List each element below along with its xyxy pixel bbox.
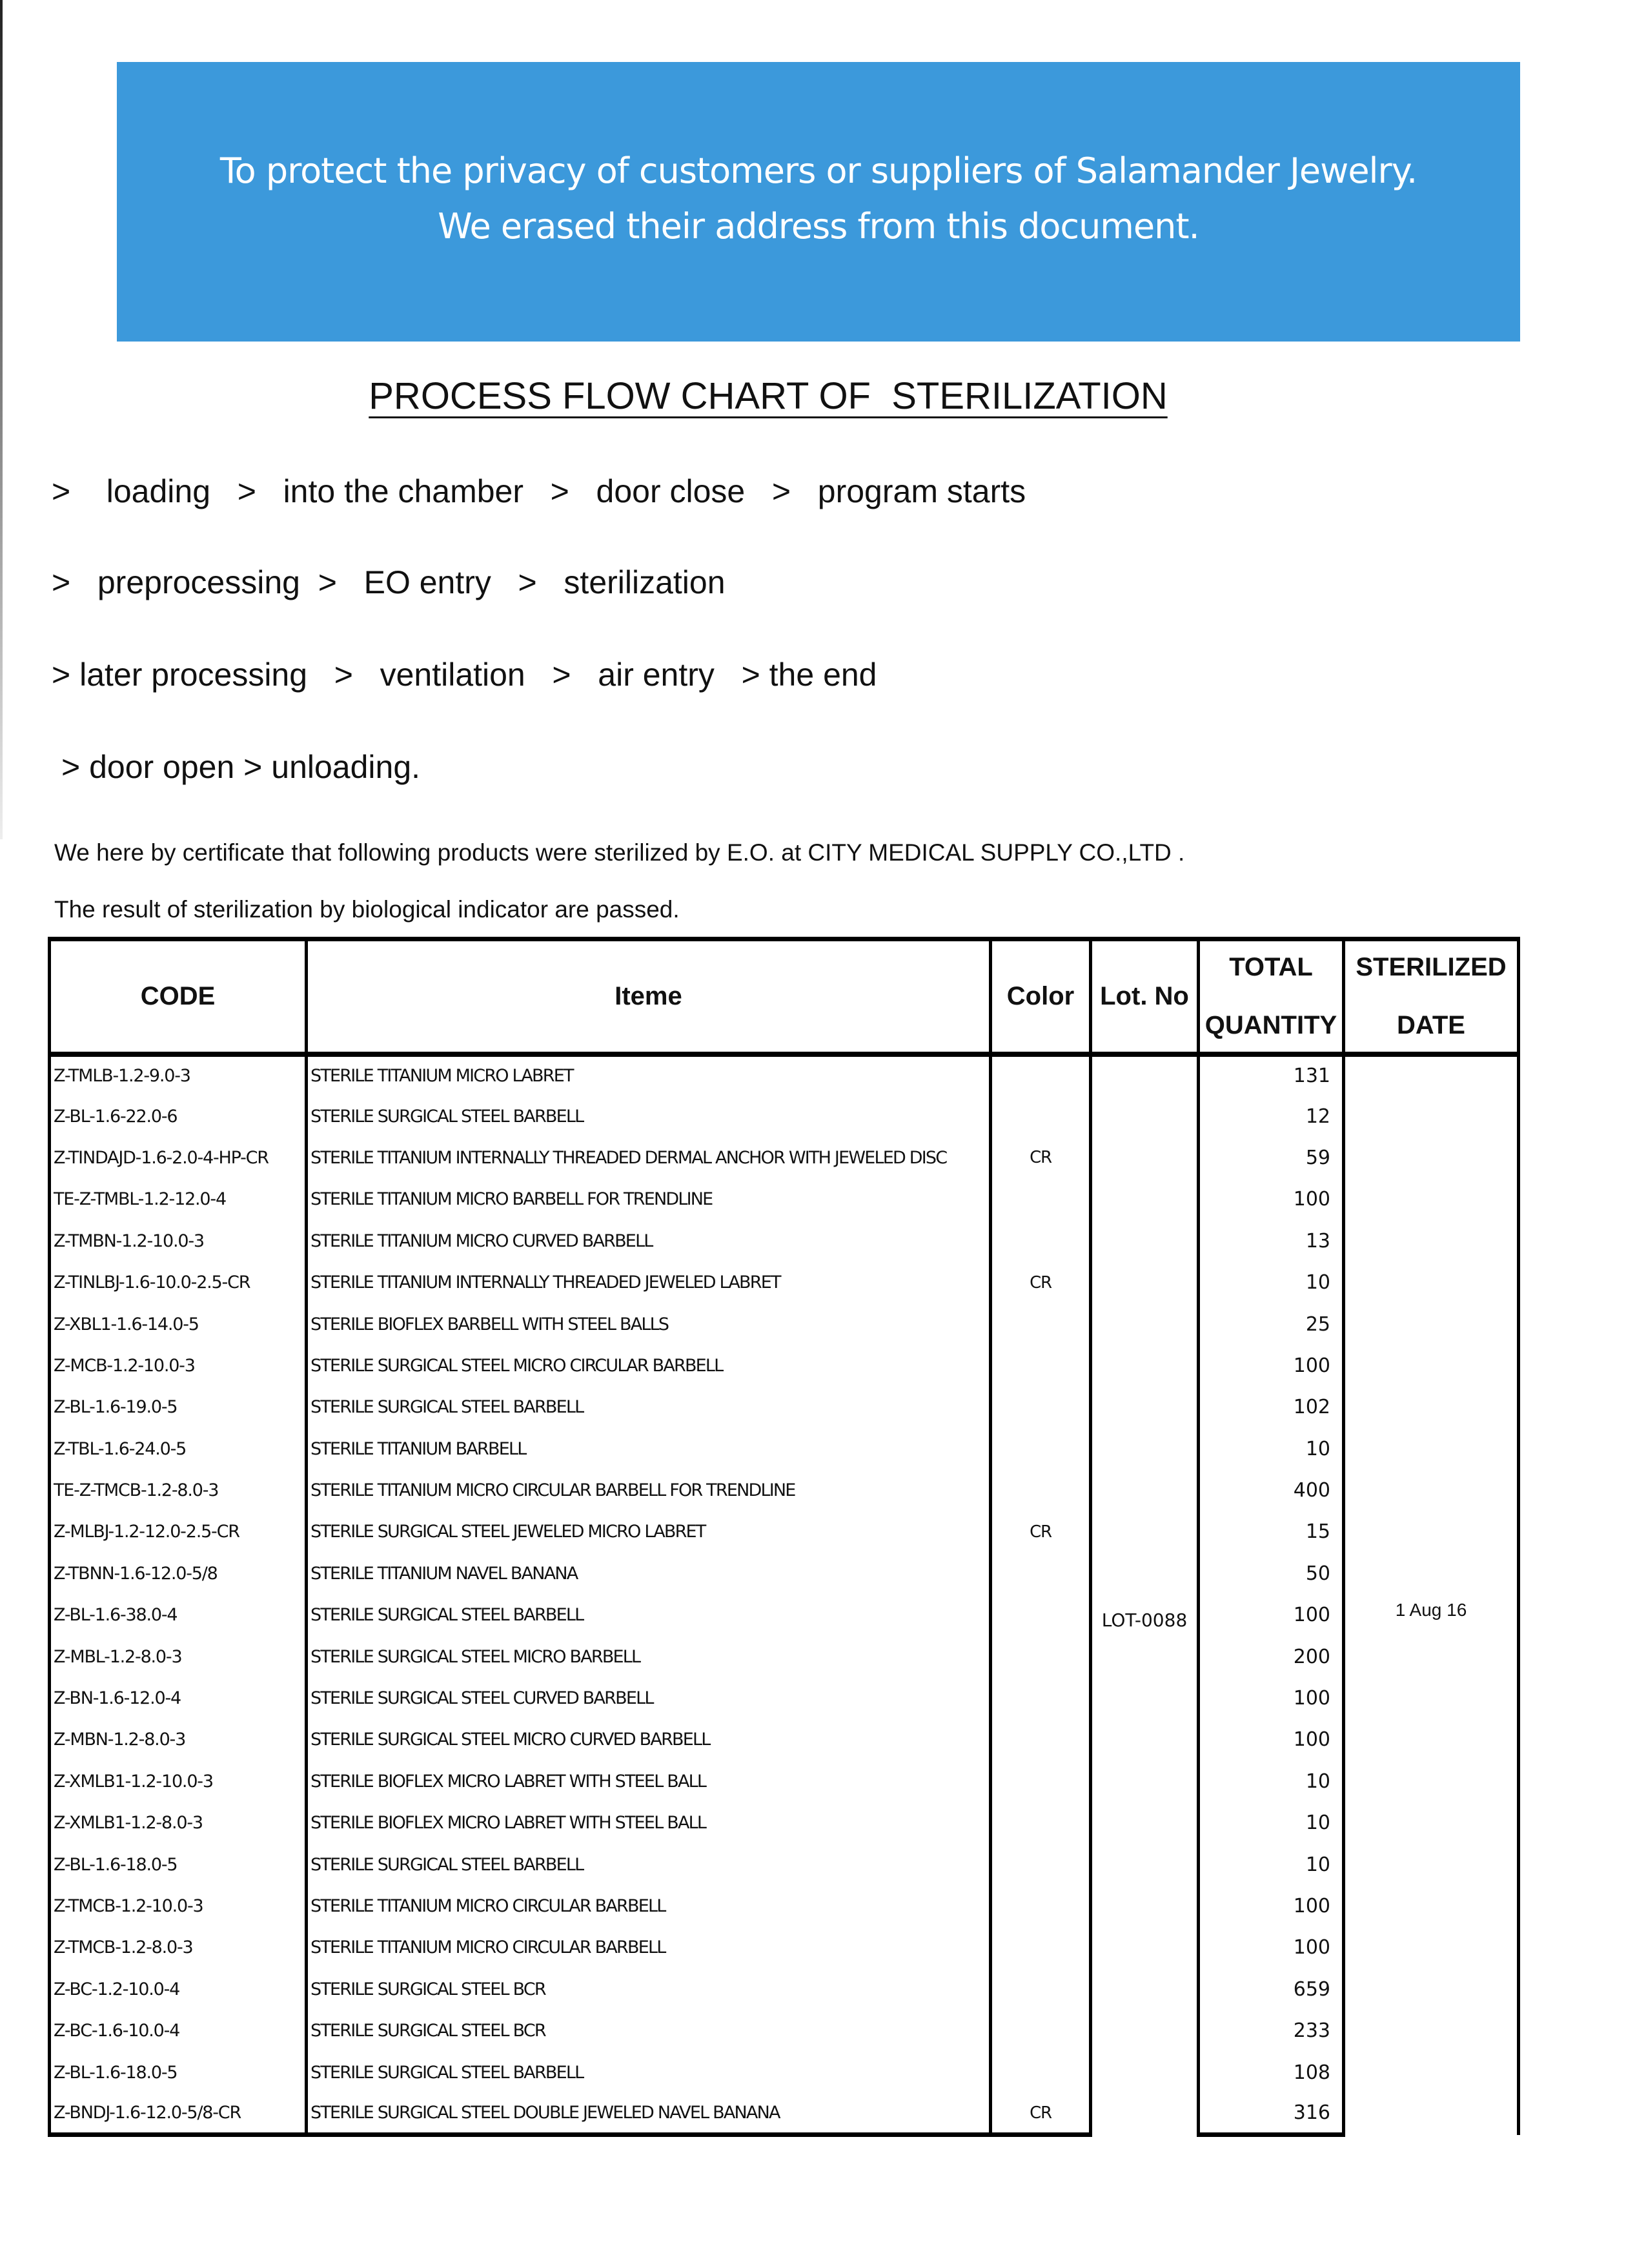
row-item: STERILE SURGICAL STEEL MICRO CURVED BARBELL bbox=[307, 1719, 991, 1761]
row-code: Z-BC-1.6-10.0-4 bbox=[50, 2010, 307, 2051]
row-color: CR bbox=[991, 2093, 1091, 2134]
result-statement: The result of sterilization by biological indicator are passed. bbox=[54, 896, 680, 923]
row-color bbox=[991, 1636, 1091, 1677]
header-total-label: TOTAL bbox=[1229, 953, 1313, 982]
row-code: Z-BL-1.6-18.0-5 bbox=[50, 2052, 307, 2093]
table-row bbox=[50, 1428, 1519, 1469]
row-code: Z-BNDJ-1.6-12.0-5/8-CR bbox=[50, 2093, 307, 2134]
row-item: STERILE BIOFLEX BARBELL WITH STEEL BALLS bbox=[307, 1303, 991, 1345]
sterilization-table bbox=[48, 937, 1520, 2137]
row-item: STERILE TITANIUM MICRO CURVED BARBELL bbox=[307, 1220, 991, 1262]
row-color bbox=[991, 1096, 1091, 1137]
row-item: STERILE SURGICAL STEEL BCR bbox=[307, 1968, 991, 2010]
sterilized-date: 1 Aug 16 bbox=[1344, 1054, 1519, 2135]
scan-edge-line bbox=[0, 0, 3, 839]
table-row bbox=[50, 1469, 1519, 1511]
row-color bbox=[991, 1387, 1091, 1428]
table-row bbox=[50, 1220, 1519, 1262]
row-quantity: 100 bbox=[1199, 1927, 1344, 1968]
flow-line-1: > loading > into the chamber > door close > program starts bbox=[52, 473, 1026, 509]
row-quantity: 15 bbox=[1199, 1511, 1344, 1553]
row-quantity: 102 bbox=[1199, 1387, 1344, 1428]
row-quantity: 50 bbox=[1199, 1553, 1344, 1594]
row-color bbox=[991, 2052, 1091, 2093]
header-date-label: DATE bbox=[1397, 1011, 1465, 1040]
table-row bbox=[50, 2010, 1519, 2051]
header-item: Iteme bbox=[307, 939, 991, 1054]
lot-number: LOT-0088 bbox=[1091, 1054, 1199, 2135]
table-row bbox=[50, 1262, 1519, 1303]
table-row bbox=[50, 1553, 1519, 1594]
row-item: STERILE SURGICAL STEEL MICRO CIRCULAR BARBELL bbox=[307, 1345, 991, 1386]
flow-line-4: > door open > unloading. bbox=[61, 749, 421, 785]
header-code: CODE bbox=[50, 939, 307, 1054]
row-code: Z-TMCB-1.2-8.0-3 bbox=[50, 1927, 307, 1968]
row-item: STERILE SURGICAL STEEL BARBELL bbox=[307, 2052, 991, 2093]
table-row bbox=[50, 1761, 1519, 1802]
row-item: STERILE BIOFLEX MICRO LABRET WITH STEEL BALL bbox=[307, 1803, 991, 1844]
row-item: STERILE SURGICAL STEEL BARBELL bbox=[307, 1844, 991, 1885]
row-code: Z-BL-1.6-18.0-5 bbox=[50, 1844, 307, 1885]
row-quantity: 10 bbox=[1199, 1262, 1344, 1303]
row-code: Z-TMBN-1.2-10.0-3 bbox=[50, 1220, 307, 1262]
row-item: STERILE SURGICAL STEEL MICRO BARBELL bbox=[307, 1636, 991, 1677]
header-lot-no: Lot. No bbox=[1091, 939, 1199, 1054]
table-row bbox=[50, 1927, 1519, 1968]
table-row bbox=[50, 1387, 1519, 1428]
row-quantity: 659 bbox=[1199, 1968, 1344, 2010]
row-code: TE-Z-TMBL-1.2-12.0-4 bbox=[50, 1179, 307, 1220]
row-code: Z-TBNN-1.6-12.0-5/8 bbox=[50, 1553, 307, 1594]
row-item: STERILE TITANIUM NAVEL BANANA bbox=[307, 1553, 991, 1594]
row-code: Z-BC-1.2-10.0-4 bbox=[50, 1968, 307, 2010]
row-color bbox=[991, 1719, 1091, 1761]
row-code: TE-Z-TMCB-1.2-8.0-3 bbox=[50, 1469, 307, 1511]
row-item: STERILE TITANIUM INTERNALLY THREADED JEWELED LABRET bbox=[307, 1262, 991, 1303]
row-code: Z-BL-1.6-22.0-6 bbox=[50, 1096, 307, 1137]
row-color bbox=[991, 1220, 1091, 1262]
row-code: Z-MCB-1.2-10.0-3 bbox=[50, 1345, 307, 1386]
row-quantity: 100 bbox=[1199, 1595, 1344, 1636]
row-quantity: 100 bbox=[1199, 1719, 1344, 1761]
table-row bbox=[50, 2052, 1519, 2093]
row-color: CR bbox=[991, 1511, 1091, 1553]
row-code: Z-BL-1.6-38.0-4 bbox=[50, 1595, 307, 1636]
privacy-banner bbox=[117, 62, 1520, 342]
certification-statement: We here by certificate that following products were sterilized by E.O. at CITY MEDICAL SUPPLY CO.,LTD . bbox=[54, 839, 1185, 866]
row-code: Z-TMLB-1.2-9.0-3 bbox=[50, 1054, 307, 1096]
row-quantity: 10 bbox=[1199, 1844, 1344, 1885]
table-row bbox=[50, 1636, 1519, 1677]
flow-line-2: > preprocessing > EO entry > sterilization bbox=[52, 564, 726, 600]
table-body bbox=[50, 1054, 1519, 2135]
header-sterilized-label: STERILIZED bbox=[1356, 953, 1507, 982]
row-code: Z-MBN-1.2-8.0-3 bbox=[50, 1719, 307, 1761]
row-color: CR bbox=[991, 1137, 1091, 1178]
row-quantity: 25 bbox=[1199, 1303, 1344, 1345]
row-color bbox=[991, 1803, 1091, 1844]
row-item: STERILE TITANIUM BARBELL bbox=[307, 1428, 991, 1469]
table-row bbox=[50, 1968, 1519, 2010]
row-color bbox=[991, 1927, 1091, 1968]
table-row bbox=[50, 1511, 1519, 1553]
row-item: STERILE TITANIUM MICRO BARBELL FOR TRENDLINE bbox=[307, 1179, 991, 1220]
table-row bbox=[50, 2093, 1519, 2134]
table-row bbox=[50, 1885, 1519, 1926]
row-code: Z-XMLB1-1.2-10.0-3 bbox=[50, 1761, 307, 1802]
table-row bbox=[50, 1844, 1519, 1885]
privacy-banner-line-2: We erased their address from this document. bbox=[438, 205, 1199, 247]
row-code: Z-TINDAJD-1.6-2.0-4-HP-CR bbox=[50, 1137, 307, 1178]
table-row bbox=[50, 1677, 1519, 1719]
row-quantity: 12 bbox=[1199, 1096, 1344, 1137]
row-item: STERILE SURGICAL STEEL CURVED BARBELL bbox=[307, 1677, 991, 1719]
table-row bbox=[50, 1345, 1519, 1386]
table-row bbox=[50, 1595, 1519, 1636]
row-quantity: 400 bbox=[1199, 1469, 1344, 1511]
row-item: STERILE SURGICAL STEEL BARBELL bbox=[307, 1387, 991, 1428]
header-quantity-label: QUANTITY bbox=[1204, 1011, 1337, 1040]
table-row bbox=[50, 1054, 1519, 1096]
row-color bbox=[991, 1968, 1091, 2010]
row-item: STERILE SURGICAL STEEL BCR bbox=[307, 2010, 991, 2051]
row-color bbox=[991, 1303, 1091, 1345]
row-quantity: 10 bbox=[1199, 1761, 1344, 1802]
page-title: PROCESS FLOW CHART OF STERILIZATION bbox=[369, 375, 1168, 417]
row-quantity: 13 bbox=[1199, 1220, 1344, 1262]
row-color bbox=[991, 1844, 1091, 1885]
row-code: Z-BN-1.6-12.0-4 bbox=[50, 1677, 307, 1719]
row-quantity: 10 bbox=[1199, 1803, 1344, 1844]
row-quantity: 131 bbox=[1199, 1054, 1344, 1096]
row-item: STERILE TITANIUM MICRO LABRET bbox=[307, 1054, 991, 1096]
row-color bbox=[991, 1428, 1091, 1469]
row-quantity: 108 bbox=[1199, 2052, 1344, 2093]
row-item: STERILE TITANIUM INTERNALLY THREADED DERMAL ANCHOR WITH JEWELED DISC bbox=[307, 1137, 991, 1178]
row-quantity: 200 bbox=[1199, 1636, 1344, 1677]
table-row bbox=[50, 1096, 1519, 1137]
table-row bbox=[50, 1719, 1519, 1761]
row-code: Z-BL-1.6-19.0-5 bbox=[50, 1387, 307, 1428]
row-color bbox=[991, 1595, 1091, 1636]
privacy-banner-line-1: To protect the privacy of customers or suppliers of Salamander Jewelry. bbox=[219, 150, 1417, 191]
row-quantity: 316 bbox=[1199, 2093, 1344, 2134]
row-item: STERILE BIOFLEX MICRO LABRET WITH STEEL BALL bbox=[307, 1761, 991, 1802]
row-quantity: 100 bbox=[1199, 1885, 1344, 1926]
row-item: STERILE SURGICAL STEEL DOUBLE JEWELED NAVEL BANANA bbox=[307, 2093, 991, 2134]
row-quantity: 100 bbox=[1199, 1179, 1344, 1220]
row-color bbox=[991, 1885, 1091, 1926]
row-color bbox=[991, 1054, 1091, 1096]
table-row bbox=[50, 1303, 1519, 1345]
row-quantity: 59 bbox=[1199, 1137, 1344, 1178]
row-code: Z-XMLB1-1.2-8.0-3 bbox=[50, 1803, 307, 1844]
row-color bbox=[991, 1469, 1091, 1511]
row-code: Z-XBL1-1.6-14.0-5 bbox=[50, 1303, 307, 1345]
header-sterilized-date bbox=[1344, 939, 1519, 1054]
row-color bbox=[991, 2010, 1091, 2051]
row-color bbox=[991, 1677, 1091, 1719]
row-item: STERILE SURGICAL STEEL JEWELED MICRO LABRET bbox=[307, 1511, 991, 1553]
row-item: STERILE SURGICAL STEEL BARBELL bbox=[307, 1595, 991, 1636]
row-color bbox=[991, 1345, 1091, 1386]
table-row bbox=[50, 1803, 1519, 1844]
row-item: STERILE TITANIUM MICRO CIRCULAR BARBELL bbox=[307, 1885, 991, 1926]
row-color bbox=[991, 1179, 1091, 1220]
header-total-quantity bbox=[1199, 939, 1344, 1054]
table-row bbox=[50, 1179, 1519, 1220]
row-code: Z-MBL-1.2-8.0-3 bbox=[50, 1636, 307, 1677]
row-color: CR bbox=[991, 1262, 1091, 1303]
row-color bbox=[991, 1553, 1091, 1594]
header-color: Color bbox=[991, 939, 1091, 1054]
flow-line-3: > later processing > ventilation > air entry > the end bbox=[52, 657, 877, 693]
row-quantity: 10 bbox=[1199, 1428, 1344, 1469]
row-color bbox=[991, 1761, 1091, 1802]
row-quantity: 100 bbox=[1199, 1677, 1344, 1719]
row-quantity: 233 bbox=[1199, 2010, 1344, 2051]
row-code: Z-TINLBJ-1.6-10.0-2.5-CR bbox=[50, 1262, 307, 1303]
row-quantity: 100 bbox=[1199, 1345, 1344, 1386]
row-code: Z-TMCB-1.2-10.0-3 bbox=[50, 1885, 307, 1926]
row-code: Z-MLBJ-1.2-12.0-2.5-CR bbox=[50, 1511, 307, 1553]
row-item: STERILE TITANIUM MICRO CIRCULAR BARBELL bbox=[307, 1927, 991, 1968]
row-code: Z-TBL-1.6-24.0-5 bbox=[50, 1428, 307, 1469]
table-header-row bbox=[50, 939, 1519, 1054]
row-item: STERILE SURGICAL STEEL BARBELL bbox=[307, 1096, 991, 1137]
row-item: STERILE TITANIUM MICRO CIRCULAR BARBELL FOR TRENDLINE bbox=[307, 1469, 991, 1511]
table-row bbox=[50, 1137, 1519, 1178]
